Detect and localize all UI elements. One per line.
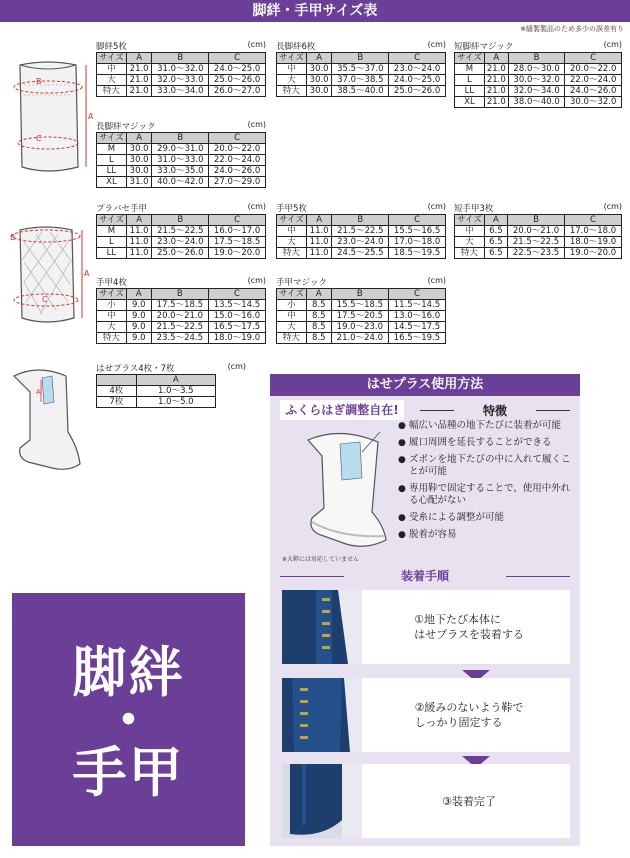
measure-cell: 14.5〜17.5 xyxy=(388,322,445,333)
column-header: サイズ xyxy=(455,215,485,226)
measure-cell: 25.0〜26.0 xyxy=(209,75,266,86)
measure-cell: 40.0〜42.0 xyxy=(152,177,209,188)
measure-cell: 8.5 xyxy=(306,311,331,322)
measure-cell: 22.0〜24.0 xyxy=(565,75,622,86)
feature-item: ● 幅広い品種の地下たびに装着が可能 xyxy=(398,420,578,432)
table-title: 長脚絆マジック xyxy=(96,122,156,132)
step-line: ①地下たび本体に xyxy=(414,613,502,626)
unit-label: (cm) xyxy=(603,40,622,49)
page-title: 脚絆・手甲サイズ表 xyxy=(0,0,630,22)
size-cell: 大 xyxy=(455,237,485,248)
measure-cell: 20.0〜21.0 xyxy=(508,226,565,237)
measure-cell: 17.5〜18.5 xyxy=(209,237,266,248)
measure-cell: 21.5〜22.5 xyxy=(152,226,209,237)
size-cell: 中 xyxy=(97,311,127,322)
table-row xyxy=(277,333,446,344)
table-title: 手甲マジック xyxy=(276,278,328,288)
measure-cell: 9.0 xyxy=(126,300,151,311)
size-cell: 特大 xyxy=(97,333,127,344)
large-clasp-note: ※大鞐には対応していません xyxy=(282,556,360,563)
column-header: C xyxy=(564,215,621,226)
size-cell: 大 xyxy=(277,237,307,248)
measure-cell: 38.5〜40.0 xyxy=(332,86,389,97)
table-row xyxy=(455,97,622,108)
table-row xyxy=(277,237,446,248)
column-header: B xyxy=(332,53,389,64)
banner-line1: 脚絆 xyxy=(72,641,185,704)
sewing-tolerance-note: ※縫製製品のため多少の誤差有り xyxy=(520,25,624,33)
measure-cell: 38.0〜40.0 xyxy=(508,97,565,108)
measure-cell: 8.5 xyxy=(306,300,331,311)
measure-cell: 1.0〜5.0 xyxy=(136,397,215,408)
measure-cell: 24.5〜25.5 xyxy=(332,248,389,259)
measure-cell: 30.0〜32.0 xyxy=(565,97,622,108)
measure-cell: 22.5〜23.5 xyxy=(508,248,565,259)
steps-heading: 装着手順 xyxy=(270,566,580,586)
size-cell: 7枚 xyxy=(97,397,137,408)
table-title: 手甲5枚 xyxy=(276,204,307,214)
measure-cell: 21.5〜22.5 xyxy=(332,226,389,237)
dim-label-c: C xyxy=(36,134,42,143)
size-cell: XL xyxy=(455,97,485,108)
size-cell: 中 xyxy=(277,311,307,322)
column-header: サイズ xyxy=(97,53,127,64)
size-cell: 大 xyxy=(97,75,127,86)
table-title: 長脚絆6枚 xyxy=(276,42,316,52)
measure-cell: 21.0 xyxy=(126,75,152,86)
step-2-text xyxy=(374,678,564,752)
measure-cell: 21.0 xyxy=(126,86,152,97)
measure-cell: 25.0〜26.0 xyxy=(389,86,446,97)
haseplus-sock-illustration xyxy=(300,422,396,554)
column-header: B xyxy=(331,289,388,300)
measure-cell: 24.0〜26.0 xyxy=(565,86,622,97)
column-header: A xyxy=(126,133,152,144)
column-header: C xyxy=(209,53,266,64)
category-banner xyxy=(12,593,245,846)
column-header: サイズ xyxy=(97,133,127,144)
table-kyahan5 xyxy=(96,40,266,97)
column-header: B xyxy=(152,215,209,226)
table-row xyxy=(277,75,446,86)
measure-cell: 16.5〜17.5 xyxy=(208,322,265,333)
measure-cell: 21.0 xyxy=(126,64,152,75)
measure-cell: 32.0〜33.0 xyxy=(152,75,209,86)
table-row xyxy=(97,75,266,86)
measure-cell: 11.0 xyxy=(126,226,152,237)
measure-cell: 30.0 xyxy=(126,155,152,166)
step-3-photo xyxy=(282,764,362,838)
measure-cell: 30.0〜32.0 xyxy=(508,75,565,86)
column-header: サイズ xyxy=(277,53,307,64)
measure-cell: 17.0〜18.0 xyxy=(564,226,621,237)
dim-label-a3: A xyxy=(36,388,41,396)
measure-cell: 11.0 xyxy=(306,226,332,237)
measure-cell: 29.0〜31.0 xyxy=(152,144,209,155)
step-1 xyxy=(282,590,570,664)
measure-cell: 32.0〜34.0 xyxy=(508,86,565,97)
column-header: B xyxy=(152,53,209,64)
features-list xyxy=(398,420,578,546)
table-tekko4 xyxy=(96,276,266,344)
step-line: ②緩みのないよう鞐で xyxy=(414,701,524,714)
table-row xyxy=(455,226,622,237)
step-3-text xyxy=(374,764,564,838)
tekko-diagram xyxy=(6,222,92,330)
measure-cell: 6.5 xyxy=(484,248,507,259)
column-header: A xyxy=(484,215,507,226)
unit-label: (cm) xyxy=(247,276,266,285)
feature-item: ● 脱着が容易 xyxy=(398,529,578,541)
measure-cell: 23.0〜24.0 xyxy=(389,64,446,75)
table-row xyxy=(277,248,446,259)
feature-item: ● 履口周囲を延長することができる xyxy=(398,437,578,449)
column-header: C xyxy=(389,215,446,226)
table-row xyxy=(277,226,446,237)
measure-cell: 20.0〜22.0 xyxy=(209,144,266,155)
measure-cell: 21.5〜22.5 xyxy=(151,322,208,333)
step-line: ③装着完了 xyxy=(442,794,496,808)
table-row xyxy=(97,226,266,237)
size-cell: 大 xyxy=(277,75,307,86)
size-cell: 中 xyxy=(277,226,307,237)
table-tekko5 xyxy=(276,202,446,259)
table-row xyxy=(455,86,622,97)
measure-cell: 31.0〜32.0 xyxy=(152,64,209,75)
table-row xyxy=(277,64,446,75)
measure-cell: 28.0〜30.0 xyxy=(508,64,565,75)
size-cell: 小 xyxy=(97,300,127,311)
table-row xyxy=(455,248,622,259)
measure-cell: 27.0〜29.0 xyxy=(209,177,266,188)
kyahan-diagram xyxy=(8,55,93,180)
measure-cell: 15.5〜18.5 xyxy=(331,300,388,311)
size-cell: 特大 xyxy=(455,248,485,259)
measure-cell: 24.0〜25.0 xyxy=(389,75,446,86)
table-tekko-magic xyxy=(276,276,446,344)
size-cell: L xyxy=(455,75,485,86)
size-cell: LL xyxy=(455,86,485,97)
column-header: B xyxy=(508,215,565,226)
step-line: しっかり固定する xyxy=(414,716,503,729)
size-cell: 4枚 xyxy=(97,386,137,397)
measure-cell: 25.0〜26.0 xyxy=(152,248,209,259)
table-title: プラバセ手甲 xyxy=(96,204,148,214)
measure-cell: 24.0〜26.0 xyxy=(209,166,266,177)
measure-cell: 23.0〜24.0 xyxy=(332,237,389,248)
table-row xyxy=(277,311,446,322)
table-row xyxy=(455,237,622,248)
measure-cell: 9.0 xyxy=(126,322,151,333)
size-cell: 特大 xyxy=(277,333,307,344)
table-title: 短手甲3枚 xyxy=(454,204,494,214)
measure-cell: 18.0〜19.0 xyxy=(208,333,265,344)
measure-cell: 16.5〜19.5 xyxy=(388,333,445,344)
measure-cell: 18.0〜19.0 xyxy=(564,237,621,248)
column-header: C xyxy=(388,289,445,300)
size-cell: 中 xyxy=(97,64,127,75)
measure-cell: 8.5 xyxy=(306,333,331,344)
column-header: サイズ xyxy=(97,289,127,300)
table-row xyxy=(97,64,266,75)
column-header: C xyxy=(565,53,622,64)
measure-cell: 19.0〜23.0 xyxy=(331,322,388,333)
unit-label: (cm) xyxy=(603,202,622,211)
table-title: 手甲4枚 xyxy=(96,278,127,288)
column-header: A xyxy=(484,53,508,64)
column-header: A xyxy=(306,215,332,226)
table-row xyxy=(97,333,266,344)
column-header: B xyxy=(508,53,565,64)
size-cell: L xyxy=(97,155,127,166)
measure-cell: 37.0〜38.5 xyxy=(332,75,389,86)
size-cell: 特大 xyxy=(97,86,127,97)
size-cell: 特大 xyxy=(277,86,307,97)
measure-cell: 19.0〜20.0 xyxy=(564,248,621,259)
measure-cell: 17.0〜18.0 xyxy=(389,237,446,248)
column-header: C xyxy=(208,289,265,300)
measure-cell: 17.5〜18.5 xyxy=(151,300,208,311)
size-cell: 中 xyxy=(455,226,485,237)
dim-label-b2: B xyxy=(10,233,16,242)
column-header: サイズ xyxy=(277,289,307,300)
step-line: はせプラスを装着する xyxy=(414,628,524,641)
unit-label: (cm) xyxy=(427,202,446,211)
measure-cell: 11.0 xyxy=(126,237,152,248)
measure-cell: 30.0 xyxy=(126,144,152,155)
haseplus-diagram xyxy=(8,362,88,478)
table-row xyxy=(97,322,266,333)
measure-cell: 15.5〜16.5 xyxy=(389,226,446,237)
column-header: サイズ xyxy=(455,53,485,64)
feature-item: ● ズボンを地下たびの中に入れて履くことが可能 xyxy=(398,454,578,478)
measure-cell: 23.5〜24.5 xyxy=(151,333,208,344)
measure-cell: 21.0 xyxy=(484,75,508,86)
step-2-photo xyxy=(282,678,362,752)
measure-cell: 8.5 xyxy=(306,322,331,333)
measure-cell: 21.0 xyxy=(484,97,508,108)
dim-label-b: B xyxy=(36,77,42,86)
table-row xyxy=(455,64,622,75)
table-row xyxy=(455,75,622,86)
table-row xyxy=(277,300,446,311)
table-title: 短脚絆マジック xyxy=(454,42,514,52)
measure-cell: 21.0 xyxy=(484,64,508,75)
column-header: C xyxy=(389,53,446,64)
measure-cell: 21.5〜22.5 xyxy=(508,237,565,248)
column-header: C xyxy=(209,133,266,144)
table-row xyxy=(97,177,266,188)
table-row xyxy=(277,86,446,97)
unit-label: (cm) xyxy=(247,120,266,129)
measure-cell: 23.0〜24.0 xyxy=(152,237,209,248)
banner-dot: ・ xyxy=(101,689,156,752)
column-header: A xyxy=(306,53,332,64)
measure-cell: 15.0〜16.0 xyxy=(208,311,265,322)
step-2 xyxy=(282,678,570,752)
measure-cell: 16.0〜17.0 xyxy=(209,226,266,237)
measure-cell: 22.0〜24.0 xyxy=(209,155,266,166)
table-row xyxy=(97,155,266,166)
measure-cell: 11.0 xyxy=(306,248,332,259)
unit-label: (cm) xyxy=(427,276,446,285)
unit-label: (cm) xyxy=(427,40,446,49)
step-3 xyxy=(282,764,570,838)
table-nagakyahan-magic xyxy=(96,120,266,188)
unit-label: (cm) xyxy=(247,202,266,211)
column-header: A xyxy=(126,53,152,64)
size-cell: 大 xyxy=(277,322,307,333)
size-cell: 特大 xyxy=(277,248,307,259)
measure-cell: 31.0 xyxy=(126,177,152,188)
table-row xyxy=(97,397,216,408)
step-1-text xyxy=(374,590,564,664)
panel-title: はせプラス使用方法 xyxy=(270,374,580,396)
size-cell: LL xyxy=(97,166,127,177)
measure-cell: 17.5〜20.5 xyxy=(331,311,388,322)
measure-cell: 24.0〜25.0 xyxy=(209,64,266,75)
column-header: C xyxy=(209,215,266,226)
table-row xyxy=(97,166,266,177)
measure-cell: 31.0〜33.0 xyxy=(152,155,209,166)
measure-cell: 20.0〜21.0 xyxy=(151,311,208,322)
table-row xyxy=(97,386,216,397)
table-row xyxy=(97,144,266,155)
column-header: A xyxy=(126,215,152,226)
dim-label-a: A xyxy=(88,112,93,121)
measure-cell: 35.5〜37.0 xyxy=(332,64,389,75)
column-header: B xyxy=(152,133,209,144)
features-heading: 特徴 xyxy=(420,402,570,419)
column-header xyxy=(97,375,137,386)
size-cell: XL xyxy=(97,177,127,188)
column-header: A xyxy=(136,375,215,386)
table-row xyxy=(97,311,266,322)
table-nagakyahan6 xyxy=(276,40,446,97)
measure-cell: 13.5〜14.5 xyxy=(208,300,265,311)
table-title: はせプラス4枚・7枚 xyxy=(96,364,175,374)
table-row xyxy=(97,300,266,311)
column-header: サイズ xyxy=(277,215,307,226)
size-cell: M xyxy=(97,144,127,155)
measure-cell: 13.0〜16.0 xyxy=(388,311,445,322)
step-1-photo xyxy=(282,590,362,664)
column-header: A xyxy=(126,289,151,300)
measure-cell: 11.0 xyxy=(306,237,332,248)
dim-label-a2: A xyxy=(84,269,90,278)
measure-cell: 20.0〜22.0 xyxy=(565,64,622,75)
column-header: B xyxy=(151,289,208,300)
measure-cell: 30.0 xyxy=(306,75,332,86)
measure-cell: 9.0 xyxy=(126,333,151,344)
measure-cell: 9.0 xyxy=(126,311,151,322)
measure-cell: 11.0 xyxy=(126,248,152,259)
size-cell: LL xyxy=(97,248,127,259)
column-header: サイズ xyxy=(97,215,127,226)
measure-cell: 6.5 xyxy=(484,226,507,237)
table-row xyxy=(97,237,266,248)
size-cell: L xyxy=(97,237,127,248)
table-row xyxy=(97,86,266,97)
column-header: A xyxy=(306,289,331,300)
measure-cell: 11.5〜14.5 xyxy=(388,300,445,311)
measure-cell: 18.5〜19.5 xyxy=(389,248,446,259)
measure-cell: 30.0 xyxy=(306,86,332,97)
size-cell: M xyxy=(97,226,127,237)
size-cell: 中 xyxy=(277,64,307,75)
measure-cell: 26.0〜27.0 xyxy=(209,86,266,97)
measure-cell: 30.0 xyxy=(306,64,332,75)
dim-label-c2: C xyxy=(42,295,48,304)
catch-copy: ふくらはぎ調整自在! xyxy=(280,400,404,420)
measure-cell: 30.0 xyxy=(126,166,152,177)
unit-label: (cm) xyxy=(247,40,266,49)
unit-label: (cm) xyxy=(227,362,246,371)
size-cell: 大 xyxy=(97,322,127,333)
measure-cell: 19.0〜20.0 xyxy=(209,248,266,259)
feature-item: ● 受糸による調整が可能 xyxy=(398,512,578,524)
measure-cell: 21.0〜24.0 xyxy=(331,333,388,344)
table-haseplus xyxy=(96,362,246,408)
table-tantekko3 xyxy=(454,202,622,259)
measure-cell: 6.5 xyxy=(484,237,507,248)
table-row xyxy=(277,322,446,333)
measure-cell: 33.0〜35.0 xyxy=(152,166,209,177)
size-cell: 小 xyxy=(277,300,307,311)
table-title: 脚絆5枚 xyxy=(96,42,127,52)
measure-cell: 1.0〜3.5 xyxy=(136,386,215,397)
column-header: B xyxy=(332,215,389,226)
measure-cell: 33.0〜34.0 xyxy=(152,86,209,97)
table-tankyahan-magic xyxy=(454,40,622,108)
feature-item: ● 専用鞐で固定することで、使用中外れる心配がない xyxy=(398,483,578,507)
measure-cell: 21.0 xyxy=(484,86,508,97)
table-purabase xyxy=(96,202,266,259)
size-cell: M xyxy=(455,64,485,75)
banner-line2: 手甲 xyxy=(72,741,185,804)
table-row xyxy=(97,248,266,259)
